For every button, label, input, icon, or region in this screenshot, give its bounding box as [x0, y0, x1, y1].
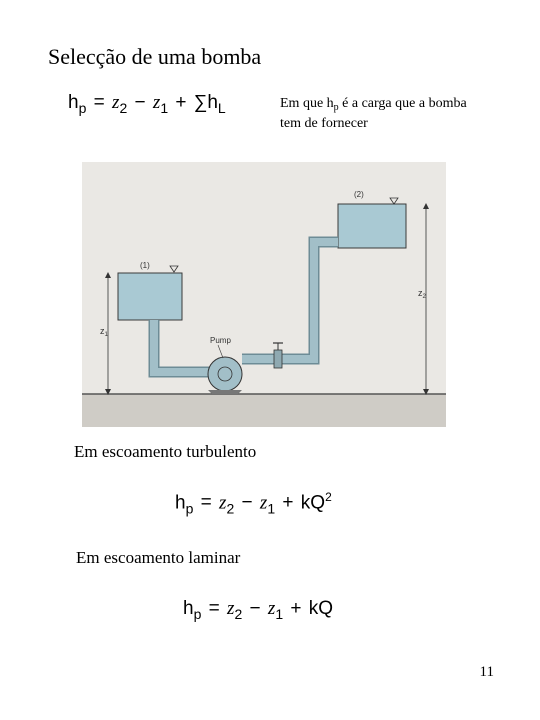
laminar-heading: Em escoamento laminar: [76, 548, 241, 567]
pump-label: Pump: [210, 336, 231, 345]
svg-text:z1: $z_1$: [100, 326, 108, 338]
reservoir-2: [338, 204, 406, 248]
equation-laminar: $h_p = z_2 - z_1$ + kQ: [183, 598, 334, 622]
equation-note: Em que $h_p$ é a carga que a bomba tem de fornecer: [280, 96, 467, 131]
equation-main: $h_p = z_2 - z_1 + \sum h_L$: [68, 92, 226, 116]
pump-system-diagram: [82, 162, 446, 427]
equation-turbulent: $h_p = z_2 - z_1 + kQ^2$: [175, 490, 332, 517]
tank2-label: (2): [354, 190, 364, 199]
svg-text:z2: $z_2$: [418, 288, 426, 300]
turbulent-heading: Em escoamento turbulento: [74, 442, 257, 461]
tank1-label: (1): [140, 261, 150, 270]
pump: [208, 357, 242, 391]
page-number: 11: [479, 664, 494, 680]
slide-title: Selecção de uma bomba: [48, 44, 262, 69]
reservoir-1: [118, 273, 182, 320]
